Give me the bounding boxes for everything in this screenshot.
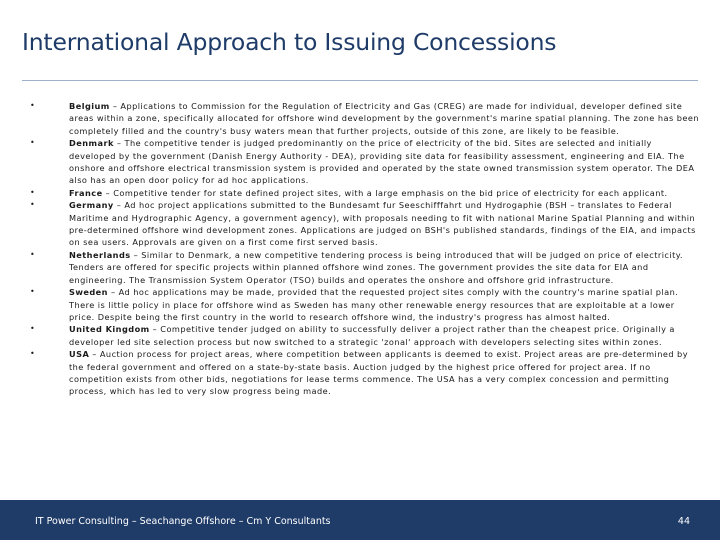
bullet-icon: • — [30, 287, 36, 297]
country-name: Netherlands — [69, 249, 131, 260]
footer-text: IT Power Consulting – Seachange Offshore – Cm Y Consultants — [35, 516, 331, 527]
bullet-icon: • — [30, 187, 36, 197]
bullet-icon: • — [30, 249, 36, 259]
list-item — [28, 187, 700, 199]
title-divider — [22, 80, 698, 81]
bullet-icon: • — [30, 349, 36, 359]
page-number: 44 — [677, 516, 690, 527]
bullet-icon: • — [30, 138, 36, 148]
country-description: – Competitive tender judged on ability to successfully deliver a project rather than the cheapest price. Originally a developer led site selection process but now switched to a strategic 'zonal' approach with developers selecting sites within zones. — [69, 324, 675, 347]
bullet-list — [28, 100, 700, 398]
country-name: Germany — [69, 200, 114, 211]
slide-title: International Approach to Issuing Concessions — [22, 28, 557, 56]
country-name: USA — [69, 349, 90, 360]
footer-bar — [0, 500, 720, 540]
bullet-icon: • — [30, 324, 36, 334]
list-item — [28, 199, 700, 249]
country-description: – Ad hoc applications may be made, provided that the requested project sites comply with the country's marine spatial plan. There is little policy in place for offshore wind as Sweden has many other renewable energy resources that are exploitable at a lower price. Despite being the first country in the world to research offshore wind, the industry's progress has almost halted. — [69, 287, 679, 322]
country-description: – Auction process for project areas, where competition between applicants is deemed to exist. Project areas are pre-determined by the federal government and offered on a state-by-state basis. Auction judged by the highest price offered for project area. If no competition exists from other bids, negotiations for lease terms commence. The USA has a very complex concession and permitting process, which has led to very slow progress being made. — [69, 349, 689, 397]
country-description: – Applications to Commission for the Regulation of Electricity and Gas (CREG) are made for individual, developer defined site areas within a zone, specifically allocated for offshore wind development by the government's marine spatial planning. The zone has been completely filled and the country's busy waters mean that further projects, outside of this zone, are likely to be feasible. — [69, 101, 699, 136]
bullet-icon: • — [30, 200, 36, 210]
country-description: – Competitive tender for state defined project sites, with a large emphasis on the bid price of electricity for each applicant. — [102, 187, 668, 198]
list-item — [28, 348, 700, 398]
bullet-icon: • — [30, 101, 36, 110]
list-item — [28, 323, 700, 348]
list-item — [28, 249, 700, 286]
list-item — [28, 100, 700, 137]
list-item — [28, 286, 700, 323]
list-item — [28, 137, 700, 187]
country-name: United Kingdom — [69, 324, 150, 335]
country-name: Denmark — [69, 138, 114, 149]
country-description: – The competitive tender is judged predominantly on the price of electricity of the bid. Sites are selected and initially developed by the government (Danish Energy Authority - DEA), providing site data for feasibility assessment, engineering and EIA. The onshore and offshore electrical transmission system is provided and operated by the state owned transmission system operator. The DEA also has an open door policy for ad hoc applications. — [69, 138, 695, 186]
country-description: – Ad hoc project applications submitted to the Bundesamt fur Seeschifffahrt und Hydrogaphie (BSH – translates to Federal Maritime and Hydrographic Agency, a government agency), with proposals needing to fit with national Marine Spatial Planning and within pre-determined offshore wind development zones. Applications are judged on BSH's published standards, findings of the EIA, and impacts on sea users. Approvals are given on a first come first served basis. — [69, 200, 696, 248]
country-name: Belgium — [69, 101, 110, 111]
country-name: Sweden — [69, 287, 108, 298]
country-description: – Similar to Denmark, a new competitive tendering process is being introduced that will be judged on price of electricity. Tenders are offered for specific projects within planned offshore wind zones. The government provides the site data for EIA and engineering. The Transmission System Operator (TSO) builds and operates the onshore and offshore grid infrastructure. — [69, 249, 683, 285]
country-name: France — [69, 187, 103, 198]
